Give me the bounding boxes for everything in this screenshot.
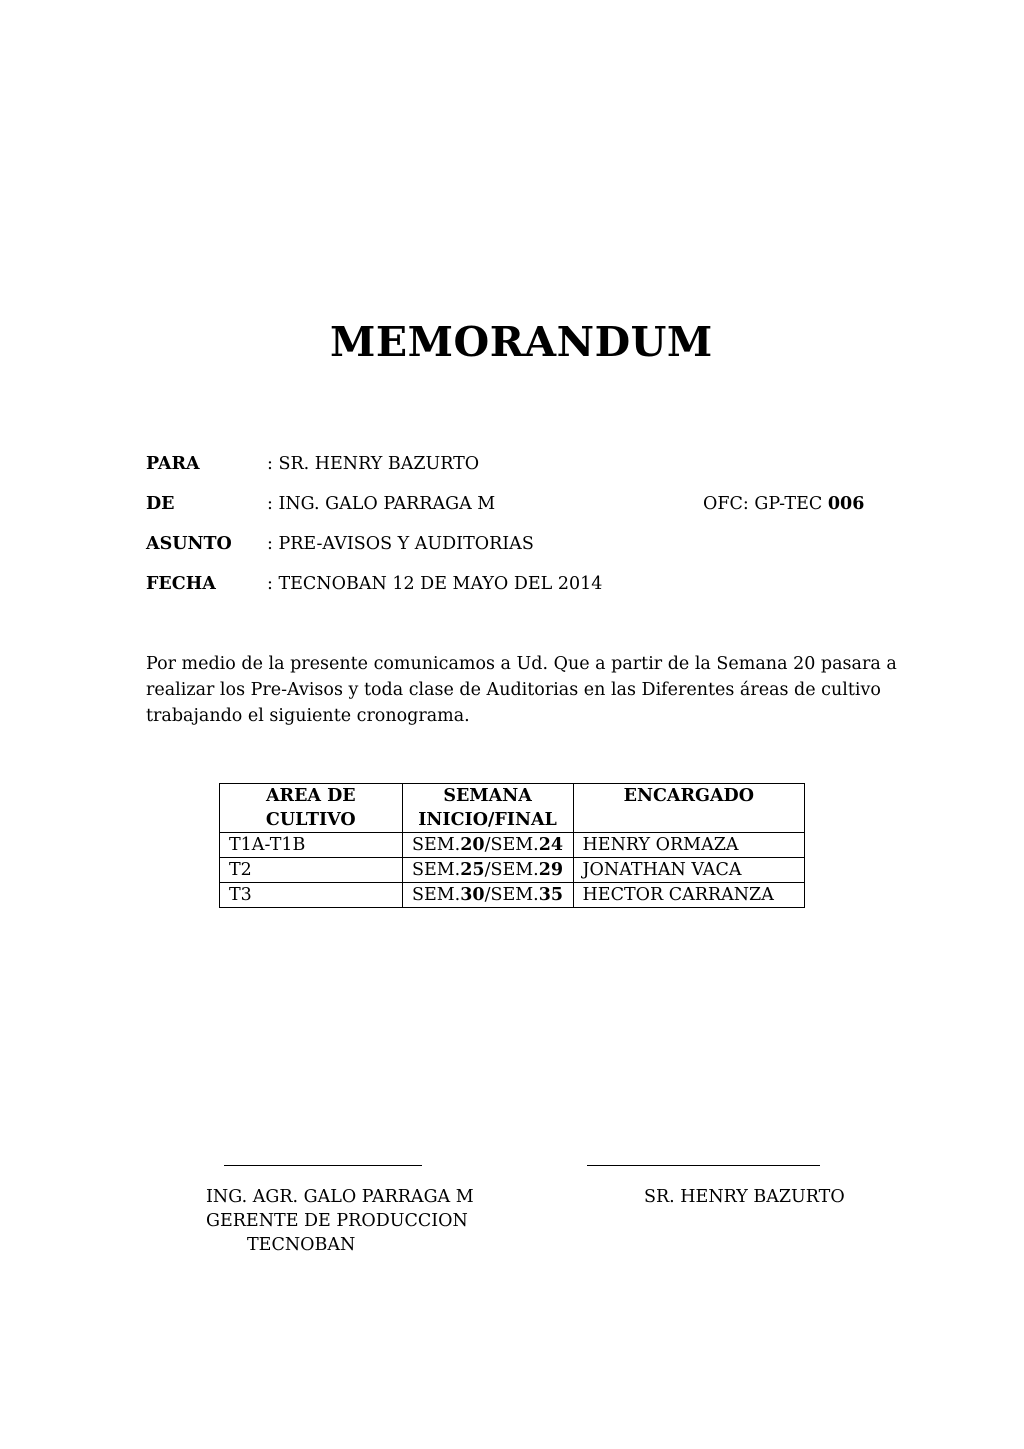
office-reference	[703, 492, 864, 516]
cell-semana	[402, 883, 573, 908]
sem-end: 24	[538, 835, 564, 855]
sem-start: 20	[460, 835, 485, 855]
sem-end: 29	[538, 860, 564, 880]
field-asunto-value: : PRE-AVISOS Y AUDITORIAS	[267, 534, 534, 554]
sem-prefix: /SEM.	[484, 835, 539, 855]
header-semana	[402, 784, 573, 833]
sem-end: 35	[538, 885, 564, 905]
signature-right-name: SR. HENRY BAZURTO	[644, 1187, 845, 1207]
memo-body-line: realizar los Pre-Avisos y toda clase de Auditorias en las Diferentes áreas de cultivo	[146, 680, 881, 700]
table-row	[220, 858, 805, 883]
field-de-value: : ING. GALO PARRAGA M	[267, 494, 496, 514]
office-reference-prefix: OFC: GP-TEC	[703, 494, 823, 514]
header-semana-line: SEMANA	[443, 786, 532, 806]
header-semana-line: INICIO/FINAL	[418, 810, 557, 830]
header-area-line: CULTIVO	[265, 810, 356, 830]
cell-semana	[402, 833, 573, 858]
cell-semana	[402, 858, 573, 883]
signature-line-left	[224, 1165, 422, 1166]
field-para-value: : SR. HENRY BAZURTO	[267, 454, 480, 474]
signature-line-right	[587, 1165, 820, 1166]
memo-body	[146, 651, 897, 729]
schedule-table	[219, 783, 805, 908]
signature-left-name: ING. AGR. GALO PARRAGA M	[206, 1187, 474, 1207]
cell-area: T1A-T1B	[220, 833, 403, 858]
office-reference-number: 006	[827, 494, 865, 514]
sem-prefix: SEM.	[412, 885, 461, 905]
header-encargado-line: ENCARGADO	[623, 786, 754, 806]
signature-left-company: TECNOBAN	[247, 1235, 356, 1255]
cell-area: T2	[220, 858, 403, 883]
signature-left-role: GERENTE DE PRODUCCION	[206, 1211, 468, 1231]
cell-encargado: HENRY ORMAZA	[573, 833, 804, 858]
field-asunto-label: ASUNTO	[146, 534, 232, 554]
table-row	[220, 833, 805, 858]
cell-area: T3	[220, 883, 403, 908]
table-header-row	[220, 784, 805, 833]
field-fecha-label: FECHA	[146, 574, 216, 594]
page-title: MEMORANDUM	[330, 318, 713, 366]
field-fecha-value: : TECNOBAN 12 DE MAYO DEL 2014	[267, 574, 603, 594]
header-encargado	[573, 784, 804, 833]
field-para-label: PARA	[146, 454, 200, 474]
header-area	[220, 784, 403, 833]
sem-prefix: SEM.	[412, 835, 461, 855]
field-de-label: DE	[146, 494, 175, 514]
sem-start: 30	[460, 885, 485, 905]
cell-encargado: JONATHAN VACA	[573, 858, 804, 883]
sem-prefix: /SEM.	[484, 860, 539, 880]
memo-body-line: Por medio de la presente comunicamos a Ud. Que a partir de la Semana 20 pasara a	[146, 654, 897, 674]
cell-encargado: HECTOR CARRANZA	[573, 883, 804, 908]
memo-body-line: trabajando el siguiente cronograma.	[146, 706, 470, 726]
sem-start: 25	[460, 860, 485, 880]
sem-prefix: SEM.	[412, 860, 461, 880]
header-area-line: AREA DE	[265, 786, 356, 806]
table-row	[220, 883, 805, 908]
sem-prefix: /SEM.	[484, 885, 539, 905]
